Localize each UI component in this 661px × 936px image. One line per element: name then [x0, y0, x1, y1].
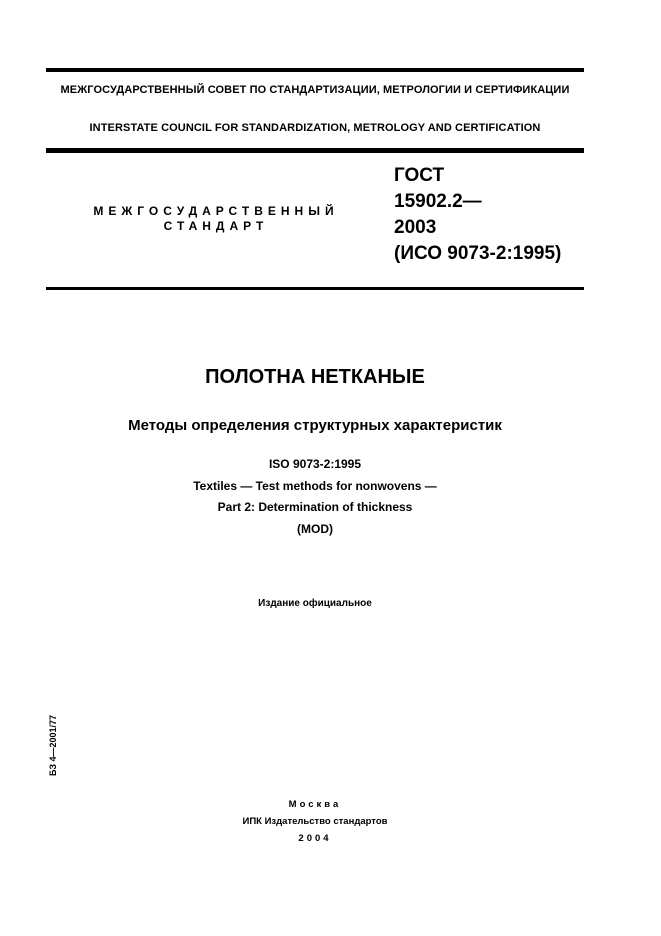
english-title-line1: Textiles — Test methods for nonwovens —	[193, 478, 437, 493]
council-name-ru: МЕЖГОСУДАРСТВЕННЫЙ СОВЕТ ПО СТАНДАРТИЗАЦИИ, МЕТРОЛОГИИ И СЕРТИФИКАЦИИ	[60, 84, 570, 96]
imprint-year: 2004	[298, 833, 332, 844]
iso-equivalent: (ИСО 9073-2:1995)	[394, 243, 562, 264]
english-title-line2: Part 2: Determination of thickness	[217, 500, 413, 514]
side-code: БЗ 4—2001/77	[48, 714, 58, 776]
bottom-rule	[46, 287, 584, 290]
imprint-city: Москва	[288, 799, 342, 810]
gost-number: 15902.2—	[394, 191, 482, 212]
modification-note: (MOD)	[297, 521, 333, 536]
gost-label: ГОСТ	[394, 165, 445, 186]
gost-designation	[394, 163, 561, 267]
standard-type-line1: МЕЖГОСУДАРСТВЕННЫЙ	[93, 204, 339, 218]
standard-type-line2: СТАНДАРТ	[163, 219, 269, 233]
edition-note: Издание официальное	[258, 598, 372, 609]
imprint-publisher: ИПК Издательство стандартов	[242, 816, 388, 827]
iso-reference-block	[46, 454, 584, 540]
gost-year: 2003	[394, 217, 437, 238]
council-name-en: INTERSTATE COUNCIL FOR STANDARDIZATION, METROLOGY AND CERTIFICATION	[89, 122, 541, 134]
top-rule	[46, 68, 584, 72]
middle-rule	[46, 148, 584, 153]
standard-type	[60, 204, 372, 234]
imprint	[46, 796, 584, 847]
document-subtitle: Методы определения структурных характеристик	[128, 417, 502, 434]
document-title: ПОЛОТНА НЕТКАНЫЕ	[205, 366, 425, 388]
iso-reference: ISO 9073-2:1995	[268, 457, 362, 471]
